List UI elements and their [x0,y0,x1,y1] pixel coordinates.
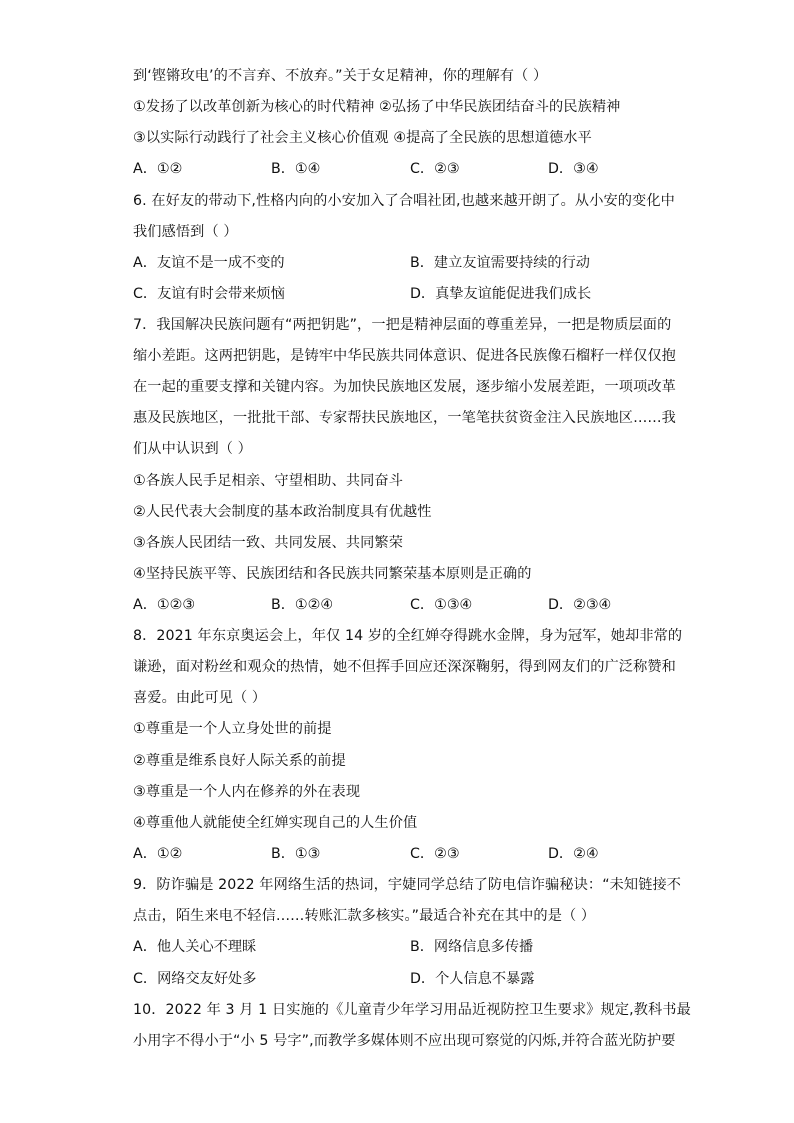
q10-stem-line-1: 10．2022 年 3 月 1 日实施的《儿童青少年学习用品近视防控卫生要求》规定,教科书最 [133,1002,691,1018]
q9-options-row-2 [133,969,663,989]
q7-stem-line-5: 们从中认识到（ ） [133,441,252,457]
q9-stem-line-2: 点击，陌生来电不轻信……转账汇款多核实。”最适合补充在其中的是（ ） [133,908,596,924]
q7-statement-3: ③各族人民团结一致、共同发展、共同繁荣 [133,535,403,551]
q8-statement-4: ④尊重他人就能使全红婵实现自己的人生价值 [133,815,418,831]
q9-options-row-1 [133,937,663,957]
q7-option-a: A．①②③ [133,597,196,613]
q7-options [133,595,663,615]
q5-option-c: C．②③ [410,161,460,177]
q7-statement-2: ②人民代表大会制度的基本政治制度具有优越性 [133,504,432,520]
q8-statement-1: ①尊重是一个人立身处世的前提 [133,721,332,737]
q5-stem-tail: 到‘铿锵玫电’的不言弃、不放弃。”关于女足精神，你的理解有（ ） [133,68,548,84]
q7-stem-line-3: 在一起的重要支撑和关键内容。为加快民族地区发展，逐步缩小发展差距，一项项改革 [133,379,676,395]
q7-stem-line-4: 惠及民族地区，一批批干部、专家帮扶民族地区，一笔笔扶贫资金注入民族地区……我 [133,410,676,426]
q9-stem-line-1: 9．防诈骗是 2022 年网络生活的热词，宇婕同学总结了防电信诈骗秘诀：“未知链接不 [133,877,682,893]
q5-statements-1-2: ①发扬了以改革创新为核心的时代精神 ②弘扬了中华民族团结奋斗的民族精神 [133,99,621,115]
q8-options [133,844,663,864]
q7-option-d: D．②③④ [548,597,612,613]
q6-stem-line-2: 我们感悟到（ ） [133,224,238,240]
q5-options [133,159,663,179]
q7-option-c: C．①③④ [410,597,473,613]
q9-option-d: D．个人信息不暴露 [410,971,535,987]
q9-option-b: B．网络信息多传播 [410,939,534,955]
q6-option-b: B．建立友谊需要持续的行动 [410,255,590,271]
q7-stem-line-1: 7．我国解决民族问题有“两把钥匙”，一把是精神层面的尊重差异，一把是物质层面的 [133,317,672,333]
q7-statement-1: ①各族人民手足相亲、守望相助、共同奋斗 [133,473,403,489]
q6-option-a: A．友谊不是一成不变的 [133,255,285,271]
q7-statement-4: ④坚持民族平等、民族团结和各民族共同繁荣基本原则是正确的 [133,566,532,582]
q8-stem-line-3: 喜爱。由此可见（ ） [133,690,267,706]
q8-option-a: A．①② [133,846,183,862]
q9-option-c: C．网络交友好处多 [133,971,257,987]
q8-option-b: B．①③ [271,846,321,862]
q8-stem-line-1: 8．2021 年东京奥运会上，年仅 14 岁的全红婵夺得跳水金牌，身为冠军，她却非常的 [133,628,683,644]
q8-statement-2: ②尊重是维系良好人际关系的前提 [133,753,346,769]
q8-stem-line-2: 谦逊，面对粉丝和观众的热情，她不但挥手回应还深深鞠躬，得到网友们的广泛称赞和 [133,659,676,675]
q6-option-c: C．友谊有时会带来烦恼 [133,286,285,302]
q9-option-a: A．他人关心不理睬 [133,939,257,955]
q8-option-d: D．②④ [548,846,599,862]
q7-stem-line-2: 缩小差距。这两把钥匙，是铸牢中华民族共同体意识、促进各民族像石榴籽一样仅仅抱 [133,348,676,364]
q6-option-d: D．真挚友谊能促进我们成长 [410,286,592,302]
q10-stem-line-2: 小用字不得小于“小 5 号字”,而教学多媒体则不应出现可察觉的闪烁,并符合蓝光防护要 [133,1033,676,1049]
q6-options-row-1 [133,253,663,273]
q5-option-d: D．③④ [548,161,599,177]
q8-option-c: C．②③ [410,846,460,862]
q5-option-a: A．①② [133,161,183,177]
q5-option-b: B．①④ [271,161,321,177]
q6-stem-line-1: 6. 在好友的带动下,性格内向的小安加入了合唱社团,也越来越开朗了。从小安的变化中 [133,193,675,209]
q7-option-b: B．①②④ [271,597,334,613]
q5-statements-3-4: ③以实际行动践行了社会主义核心价值观 ④提高了全民族的思想道德水平 [133,130,592,146]
q8-statement-3: ③尊重是一个人内在修养的外在表现 [133,784,361,800]
q6-options-row-2 [133,284,663,304]
